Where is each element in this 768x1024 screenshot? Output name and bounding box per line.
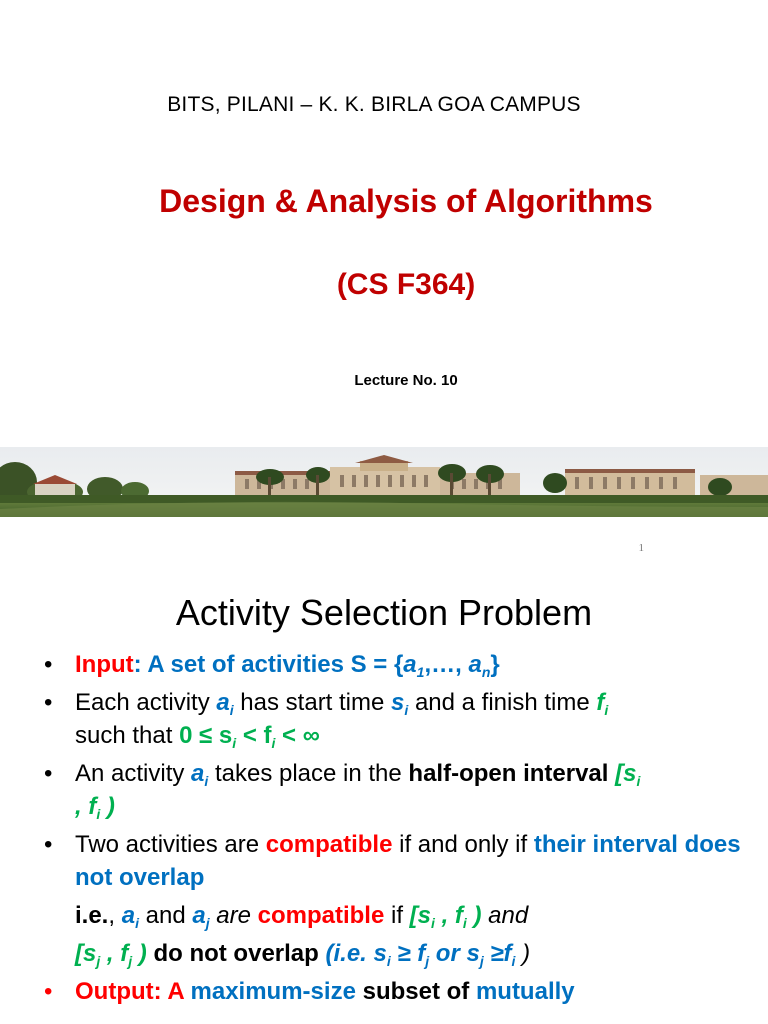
bullet-activity-times: • Each activity $a_i$ has start time $s_i$ and a finish time $f_i$ such that $0 \le s_i < f_i$ < ∞ — [44, 686, 744, 752]
bullet-compatible: • Two activities are compatible if and only if their interval does not overlap — [44, 828, 744, 894]
slide-title: Activity Selection Problem — [175, 592, 593, 633]
content-slide — [0, 576, 768, 1024]
ie-line-1: i.e., $a_i$ and $a_j$ are compatible if [$s_i$ , $f_i$ ) and — [75, 902, 529, 931]
institute-name: BITS, PILANI – K. K. BIRLA GOA CAMPUS — [167, 93, 581, 116]
bullet-half-open-interval: • An activity $a_i$ takes place in the half-open interval [$s_i$ , $f_i$ ) — [44, 757, 744, 823]
ie-line-2: [$s_j$ , $f_j$ ) do not overlap (i.e. $s_i \ge f_j$ or $s_j \ge f_i$ ) — [75, 940, 531, 969]
bullet-output: • Output: A maximum-size subset of mutually — [44, 975, 744, 1008]
bullet-dot-icon: • — [44, 978, 53, 1005]
bullet-dot-icon: • — [44, 760, 53, 787]
lecture-number: Lecture No. 10 — [354, 372, 458, 389]
bullet-list — [44, 648, 744, 1008]
bullet-dot-icon: • — [44, 831, 53, 858]
course-code: (CS F364) — [336, 268, 476, 301]
course-title: Design & Analysis of Algorithms — [159, 183, 653, 219]
bullet-input: • Input: A set of activities $S = \{a_1,\dots$, $a_n$} — [44, 648, 744, 681]
bullet-dot-icon: • — [44, 651, 53, 678]
page-number: 1 — [638, 542, 644, 554]
bullet-dot-icon: • — [44, 689, 53, 716]
campus-panorama-image — [0, 447, 768, 517]
